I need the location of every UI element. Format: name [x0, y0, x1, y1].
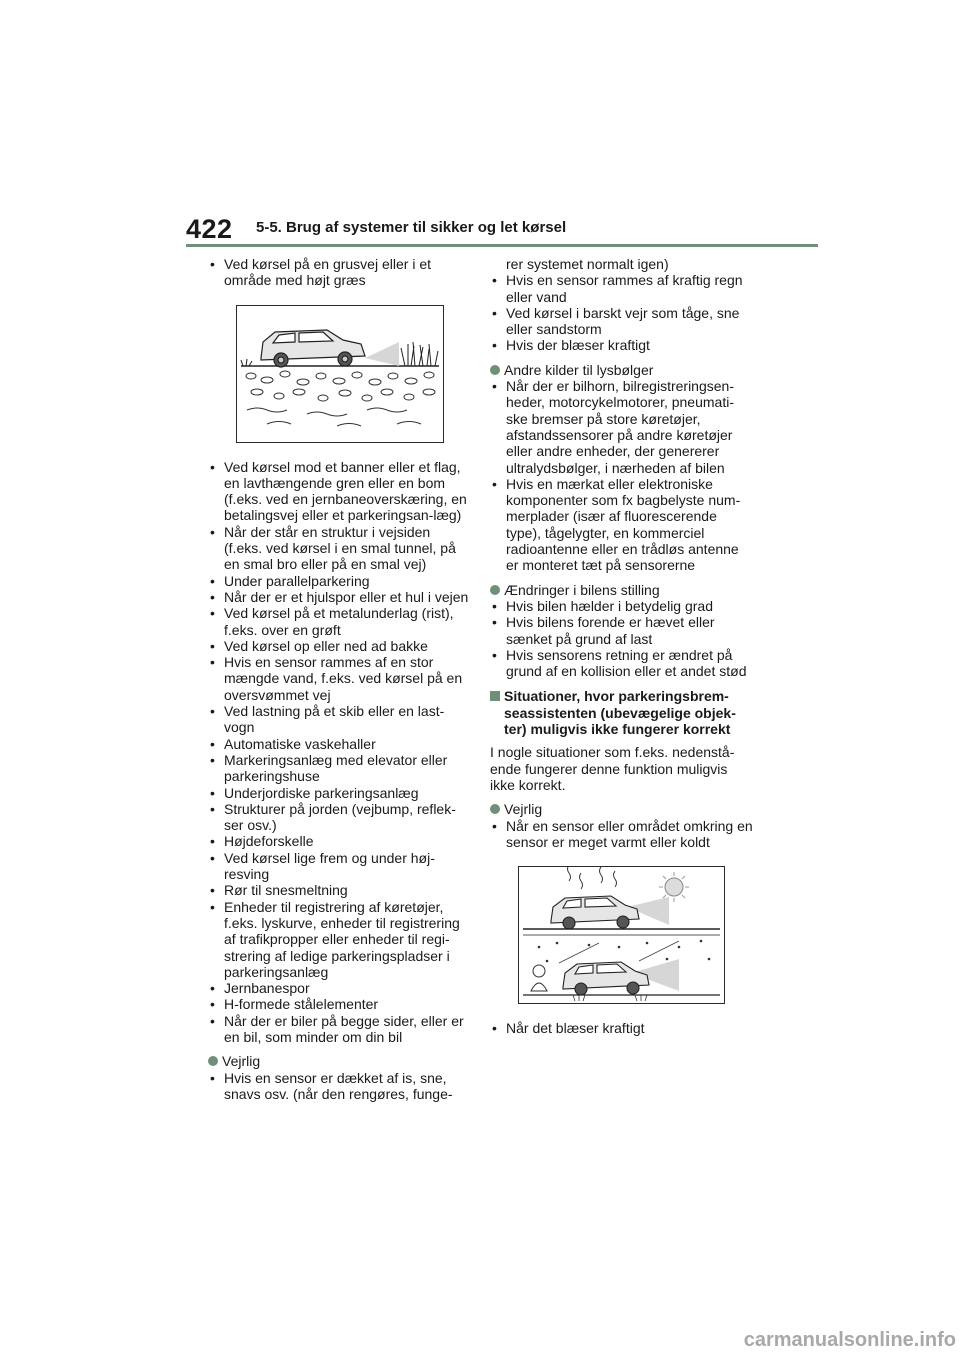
illustration-heat-cold	[518, 866, 725, 1004]
subheading-weather-2	[490, 801, 755, 817]
list-item: • Hvis bilen hælder i betydelig grad	[490, 598, 755, 614]
list-item: • Ved lastning på et skib eller en last-vogn	[208, 703, 470, 736]
gravel-road-car-illustration	[237, 306, 443, 442]
list-item: • Ved kørsel på en grusvej eller i et område med højt græs	[208, 256, 470, 289]
list-item: • Hvis en sensor rammes af kraftig regn eller vand	[490, 272, 755, 305]
page-number: 422	[186, 214, 233, 244]
list-item: • Hvis der blæser kraftigt	[490, 337, 755, 353]
left-column	[208, 256, 470, 1102]
list-item: • Ved kørsel på et metalunderlag (rist), f.eks. over en grøft	[208, 605, 470, 638]
list-item: • Strukturer på jorden (vejbump, reflek-ser osv.)	[208, 801, 470, 834]
right-column	[490, 256, 755, 1036]
situations-paragraph: I nogle situationer som f.eks. nedenstå-ende fungerer denne funktion muligvis ikke korrekt.	[490, 744, 735, 793]
list-item: • Markeringsanlæg med elevator eller parkeringshuse	[208, 752, 470, 785]
green-square-icon	[490, 691, 500, 701]
continued-text: rer systemet normalt igen)	[506, 256, 669, 272]
subheading-label: Vejrlig	[504, 801, 543, 818]
list-item: • Enheder til registrering af køretøjer, f.eks. lyskurve, enheder til registrering af trafikpropper eller enheder til regi-strering af ledige parkeringspladser i parkeringsanlæg	[208, 899, 470, 980]
list-gravel	[208, 256, 470, 289]
green-circle-icon	[490, 585, 500, 595]
list-item: • Når der er bilhorn, bilregistreringsen-heder, motorcykelmotorer, pneumati-ske bremser på store køretøjer, afstandssensorer på andre køretøjer eller andre enheder, der genererer ultralydsbølger, i nærheden af bilen	[490, 378, 755, 476]
list-item: • Ved kørsel op eller ned ad bakke	[208, 638, 470, 654]
list-item: • Under parallelparkering	[208, 573, 470, 589]
list-obstacles	[208, 459, 470, 1046]
list-item: • Automatiske vaskehaller	[208, 736, 470, 752]
list-other-sources	[490, 378, 755, 574]
list-item: • Hvis en sensor er dækket af is, sne, snavs osv. (når den rengøres, funge-	[208, 1070, 470, 1103]
list-item: • Rør til snesmeltning	[208, 882, 470, 898]
list-weather-cont	[490, 272, 755, 353]
subheading-weather	[208, 1053, 470, 1069]
section-heading-label: Situationer, hvor parkeringsbrem-seassistenten (ubevægelige objek-ter) muligvis ikke fungerer korrekt	[504, 688, 736, 738]
list-item: • H-formede stålelementer	[208, 996, 470, 1012]
header-rule	[186, 244, 818, 247]
list-item: • Hvis en sensor rammes af en stor mængde vand, f.eks. ved kørsel på en oversvømmet vej	[208, 654, 470, 703]
heat-cold-car-illustration	[519, 867, 724, 1003]
list-item: • Hvis bilens forende er hævet eller sænket på grund af last	[490, 614, 755, 647]
illustration-gravel-grass	[236, 305, 444, 443]
list-item: • Når der er et hjulspor eller et hul i vejen	[208, 589, 470, 605]
green-circle-icon	[490, 804, 500, 814]
list-item: • Ved kørsel i barskt vejr som tåge, sne eller sandstorm	[490, 305, 755, 338]
list-weather-2	[490, 818, 755, 851]
list-item: • Hvis sensorens retning er ændret på grund af en kollision eller et andet stød	[490, 647, 755, 680]
subheading-other-sources	[490, 362, 755, 378]
list-item: • Når der er biler på begge sider, eller er en bil, som minder om din bil	[208, 1013, 470, 1046]
section-title: 5-5. Brug af systemer til sikker og let kørsel	[256, 219, 567, 236]
subheading-posture	[490, 582, 755, 598]
watermark: carmanualsonline.info	[743, 1329, 956, 1351]
list-item: • Når en sensor eller området omkring en sensor er meget varmt eller koldt	[490, 818, 755, 851]
section-heading-situations	[490, 688, 755, 737]
list-item: • Ved kørsel mod et banner eller et flag, en lavthængende gren eller en bom (f.eks. ved en jernbaneoverskæring, en betalingsvej eller et parkeringsan-læg)	[208, 459, 470, 524]
list-item: • Underjordiske parkeringsanlæg	[208, 785, 470, 801]
list-item: • Hvis en mærkat eller elektroniske komponenter som fx bagbelyste num-merplader (især af fluorescerende type), tågelygter, en kommerciel radioantenne eller en trådløs antenne er monteret tæt på sensorerne	[490, 476, 755, 574]
subheading-label: Ændringer i bilens stilling	[504, 581, 660, 598]
list-wind	[490, 1020, 755, 1036]
list-item: • Jernbanespor	[208, 980, 470, 996]
list-item: • Når der står en struktur i vejsiden (f.eks. ved kørsel i en smal tunnel, på en smal bro eller på en smal vej)	[208, 524, 470, 573]
list-weather	[208, 1070, 470, 1103]
subheading-label: Vejrlig	[222, 1053, 261, 1070]
green-circle-icon	[208, 1056, 218, 1066]
list-posture	[490, 598, 755, 679]
green-circle-icon	[490, 365, 500, 375]
list-item: • Ved kørsel lige frem og under høj-resving	[208, 850, 470, 883]
subheading-label: Andre kilder til lysbølger	[504, 361, 654, 378]
list-item: • Højdeforskelle	[208, 833, 470, 849]
list-item: • Når det blæser kraftigt	[490, 1020, 755, 1036]
